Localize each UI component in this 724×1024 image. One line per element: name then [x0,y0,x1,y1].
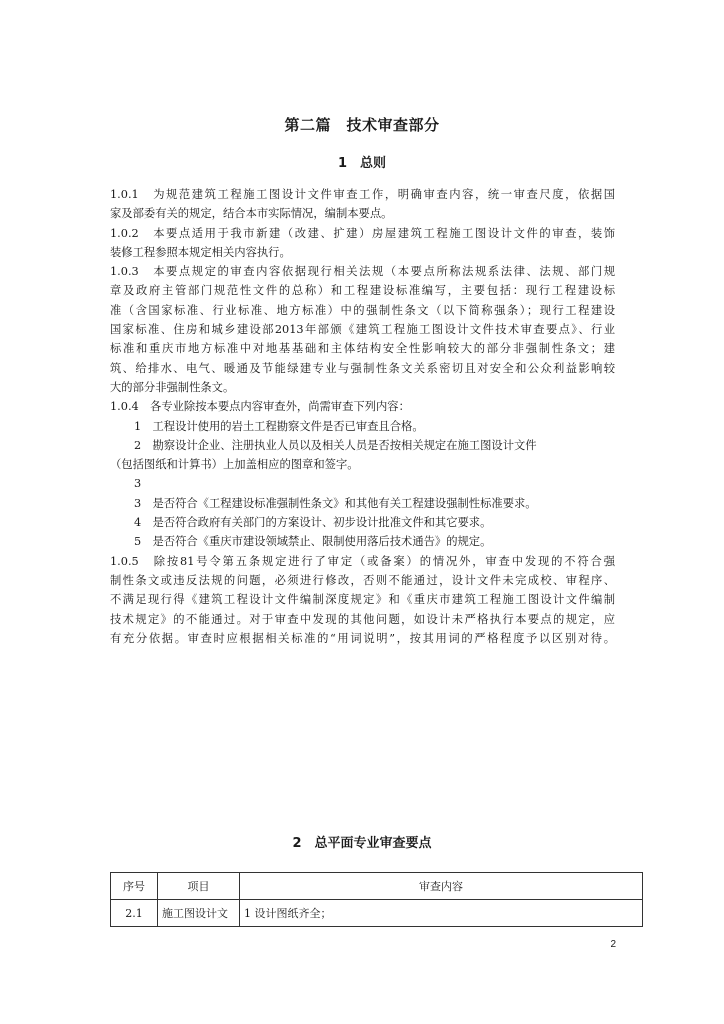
body-line: 国家标准、住房和城乡建设部2013年部颁《建筑工程施工图设计文件技术审查要点》、行业 [110,323,615,337]
body-line: 准（含国家标准、行业标准、地方标准）中的强制性条文（以下简称强条）；现行工程建设 [110,303,615,317]
review-table [110,872,643,927]
body-line: 3 [134,477,142,491]
body-line: 不满足现行得《建筑工程设计文件编制深度规定》和《重庆市建筑工程施工图设计文件编制 [110,593,615,607]
body-text [110,185,615,648]
table-row [111,900,643,927]
cell-content: 1 设计图纸齐全； [240,900,643,927]
body-line: 4 是否符合政府有关部门的方案设计、初步设计批准文件和其它要求。 [134,516,492,530]
body-line: 装修工程参照本规定相关内容执行。 [110,245,291,259]
body-line: 1.0.1 为规范建筑工程施工图设计文件审查工作，明确审查内容，统一审查尺度，依据国 [110,188,615,201]
header-item: 项目 [158,873,240,900]
body-line: 1.0.3 本要点规定的审查内容依据现行相关法规（本要点所称法规系法律、法规、部门规 [110,265,615,279]
body-line: 1.0.2 本要点适用于我市新建（改建、扩建）房屋建筑工程施工图设计文件的审查，装饰 [110,226,615,240]
body-line: 3 是否符合《工程建设标准强制性条文》和其他有关工程建设强制性标准要求。 [134,496,537,510]
part-title: 第二篇 技术审查部分 [284,116,440,134]
body-line: 大的部分非强制性条文。 [110,380,235,394]
cell-seq: 2.1 [111,900,158,927]
body-line: 家及部委有关的规定，结合本市实际情况，编制本要点。 [110,207,393,221]
body-line: 5 是否符合《重庆市建设领域禁止、限制使用落后技术通告》的规定。 [134,535,492,549]
body-line: 章及政府主管部门规范性文件的总称）和工程建设标准编写，主要包括：现行工程建设标 [110,284,615,298]
body-line: 1 工程设计使用的岩土工程勘察文件是否已审查且合格。 [134,419,424,433]
body-line: 制性条文或违反法规的问题，必须进行修改，否则不能通过，设计文件未完成校、审程序、 [110,573,615,587]
body-line: 1.0.5 除按81号令第五条规定进行了审定（或备案）的情况外，审查中发现的不符合强 [110,554,615,568]
body-line: 筑、给排水、电气、暖通及节能绿建专业与强制性条文关系密切且对安全和公众利益影响较 [110,361,615,375]
body-line: （包括图纸和计算书）上加盖相应的图章和签字。 [110,458,359,472]
body-line: 有充分依据。审查时应根据相关标准的“用词说明”，按其用词的严格程度予以区别对待。 [110,631,615,645]
section-1-title: 1 总则 [337,156,387,171]
body-line: 技术规定》的不能通过。对于审查中发现的其他问题，如设计未严格执行本要点的规定，应 [110,612,615,626]
table-header-row [111,873,643,900]
body-line: 2 勘察设计企业、注册执业人员以及相关人员是否按相关规定在施工图设计文件 [134,438,537,452]
body-line: 1.0.4 各专业除按本要点内容审查外，尚需审查下列内容： [110,400,410,414]
section-2-title: 2 总平面专业审查要点 [292,836,432,851]
header-seq: 序号 [111,873,158,900]
cell-item: 施工图设计文 [158,900,240,927]
body-line: 标准和重庆市地方标准中对地基基础和主体结构安全性影响较大的部分非强制性条文；建 [110,342,615,356]
page-number: 2 [610,939,616,950]
header-content: 审查内容 [240,873,643,900]
